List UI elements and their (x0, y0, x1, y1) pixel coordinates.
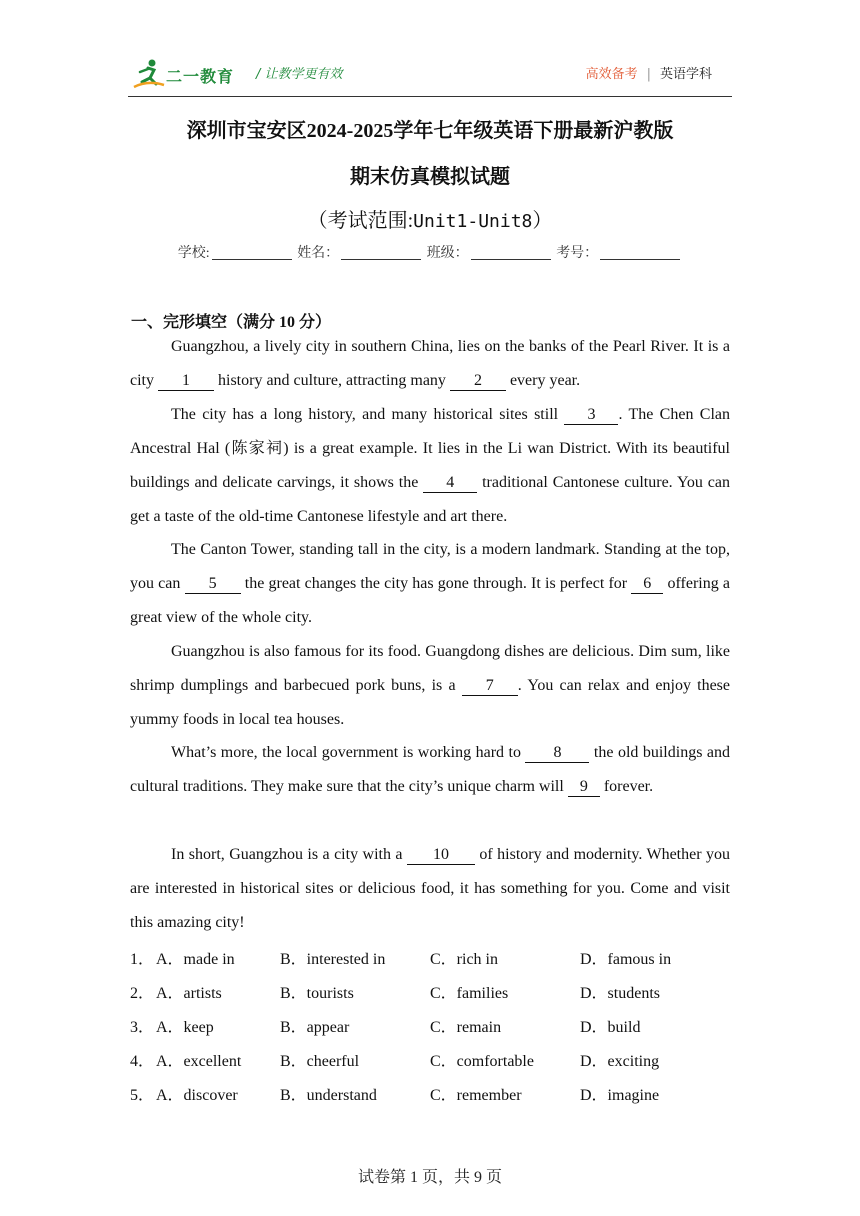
option-1c[interactable]: C．rich in (430, 951, 498, 968)
header-right: 高效备考 | 英语学科 (585, 67, 712, 82)
paragraph-5: What’s more, the local government is working hard to 8 the old buildings and cultural traditions. They make sure that the city’s unique charm will 9 forever. (130, 744, 731, 795)
option-4b[interactable]: B．cheerful (280, 1053, 360, 1070)
option-2b[interactable]: B．tourists (280, 985, 354, 1002)
option-2c[interactable]: C．families (430, 985, 509, 1002)
name-blank[interactable] (341, 245, 421, 260)
page-header (128, 56, 732, 97)
section-heading: 一、完形填空（满分 10 分） (131, 314, 332, 331)
blank-10[interactable]: 10 (407, 847, 475, 865)
option-3d[interactable]: D．build (580, 1019, 641, 1036)
option-4c[interactable]: C．comfortable (430, 1053, 534, 1070)
class-label: 班级： (426, 246, 469, 261)
blank-3[interactable]: 3 (564, 407, 618, 425)
paragraph-3: The Canton Tower, standing tall in the city, is a modern landmark. Standing at the top, you can 5 the great changes the city has gone through. It is perfect for 6 offering a great view of the whole city. (130, 541, 731, 626)
header-slogan: / 让教学更有效 (256, 67, 343, 82)
blank-9[interactable]: 9 (568, 779, 600, 797)
option-4d[interactable]: D．exciting (580, 1053, 660, 1070)
logo-text: 二一教育 (166, 67, 235, 86)
school-blank[interactable] (212, 245, 292, 260)
exam-no-label: 考号： (556, 246, 599, 261)
blank-8[interactable]: 8 (525, 745, 589, 763)
header-subject: 英语学科 (659, 67, 712, 82)
option-3a[interactable]: A．keep (156, 1019, 214, 1036)
blank-5[interactable]: 5 (185, 576, 241, 594)
blank-7[interactable]: 7 (462, 678, 518, 696)
option-5b[interactable]: B．understand (280, 1087, 377, 1104)
blank-2[interactable]: 2 (450, 373, 506, 391)
paragraph-6: In short, Guangzhou is a city with a 10 of history and modernity. Whether you are interested in historical sites or delicious food, it has something for you. Come and visit this amazing city! (130, 846, 731, 931)
title-line-3: （考试范围:Unit1-Unit8） (307, 210, 553, 232)
question-4: 4． A．excellent B．cheerful C．comfortable D．exciting (130, 1048, 730, 1082)
logo (132, 58, 240, 90)
option-1a[interactable]: A．made in (156, 951, 235, 968)
option-5d[interactable]: D．imagine (580, 1087, 660, 1104)
paragraph-2: The city has a long history, and many historical sites still 3 . The Chen Clan Ancestral Hal (陈家祠) is a great example. It lies in the Li wan District. With its beautiful buildings and delicate carvings, it shows the 4 traditional Cantonese culture. You can get a taste of the old-time Cantonese lifestyle and art there. (130, 406, 731, 525)
runner-logo-icon (132, 58, 166, 90)
class-blank[interactable] (471, 245, 551, 260)
title-line-2: 期末仿真模拟试题 (350, 166, 510, 188)
option-1b[interactable]: B．interested in (280, 951, 386, 968)
option-2d[interactable]: D．students (580, 985, 661, 1002)
option-5a[interactable]: A．discover (156, 1087, 238, 1104)
paragraph-4: Guangzhou is also famous for its food. Guangdong dishes are delicious. Dim sum, like shrimp dumplings and barbecued pork buns, is a 7 . You can relax and enjoy these yummy foods in local tea houses. (130, 643, 731, 728)
school-label: 学校: (177, 246, 210, 261)
blank-4[interactable]: 4 (423, 475, 477, 493)
option-4a[interactable]: A．excellent (156, 1053, 242, 1070)
question-2: 2． A．artists B．tourists C．families D．students (130, 980, 730, 1014)
option-5c[interactable]: C．remember (430, 1087, 522, 1104)
exam-no-blank[interactable] (600, 245, 680, 260)
exam-range: Unit1-Unit8 (413, 211, 533, 232)
header-tag: 高效备考 (585, 67, 638, 82)
paragraph-1: Guangzhou, a lively city in southern China, lies on the banks of the Pearl River. It is a city 1 history and culture, attracting many 2 every year. (130, 338, 730, 389)
question-5: 5． A．discover B．understand C．remember D．imagine (130, 1082, 730, 1116)
option-2a[interactable]: A．artists (156, 985, 222, 1002)
question-3: 3． A．keep B．appear C．remain D．build (130, 1014, 730, 1048)
option-3c[interactable]: C．remain (430, 1019, 502, 1036)
page-footer: 试卷第 1 页，共 9 页 (357, 1169, 502, 1186)
option-3b[interactable]: B．appear (280, 1019, 350, 1036)
student-info (0, 242, 860, 262)
blank-6[interactable]: 6 (631, 576, 663, 594)
title-line-1: 深圳市宝安区2024-2025学年七年级英语下册最新沪教版 (186, 120, 674, 142)
name-label: 姓名： (297, 246, 340, 261)
option-1d[interactable]: D．famous in (580, 951, 672, 968)
question-1: 1． A．made in B．interested in C．rich in D．famous in (130, 946, 730, 980)
blank-1[interactable]: 1 (158, 373, 214, 391)
